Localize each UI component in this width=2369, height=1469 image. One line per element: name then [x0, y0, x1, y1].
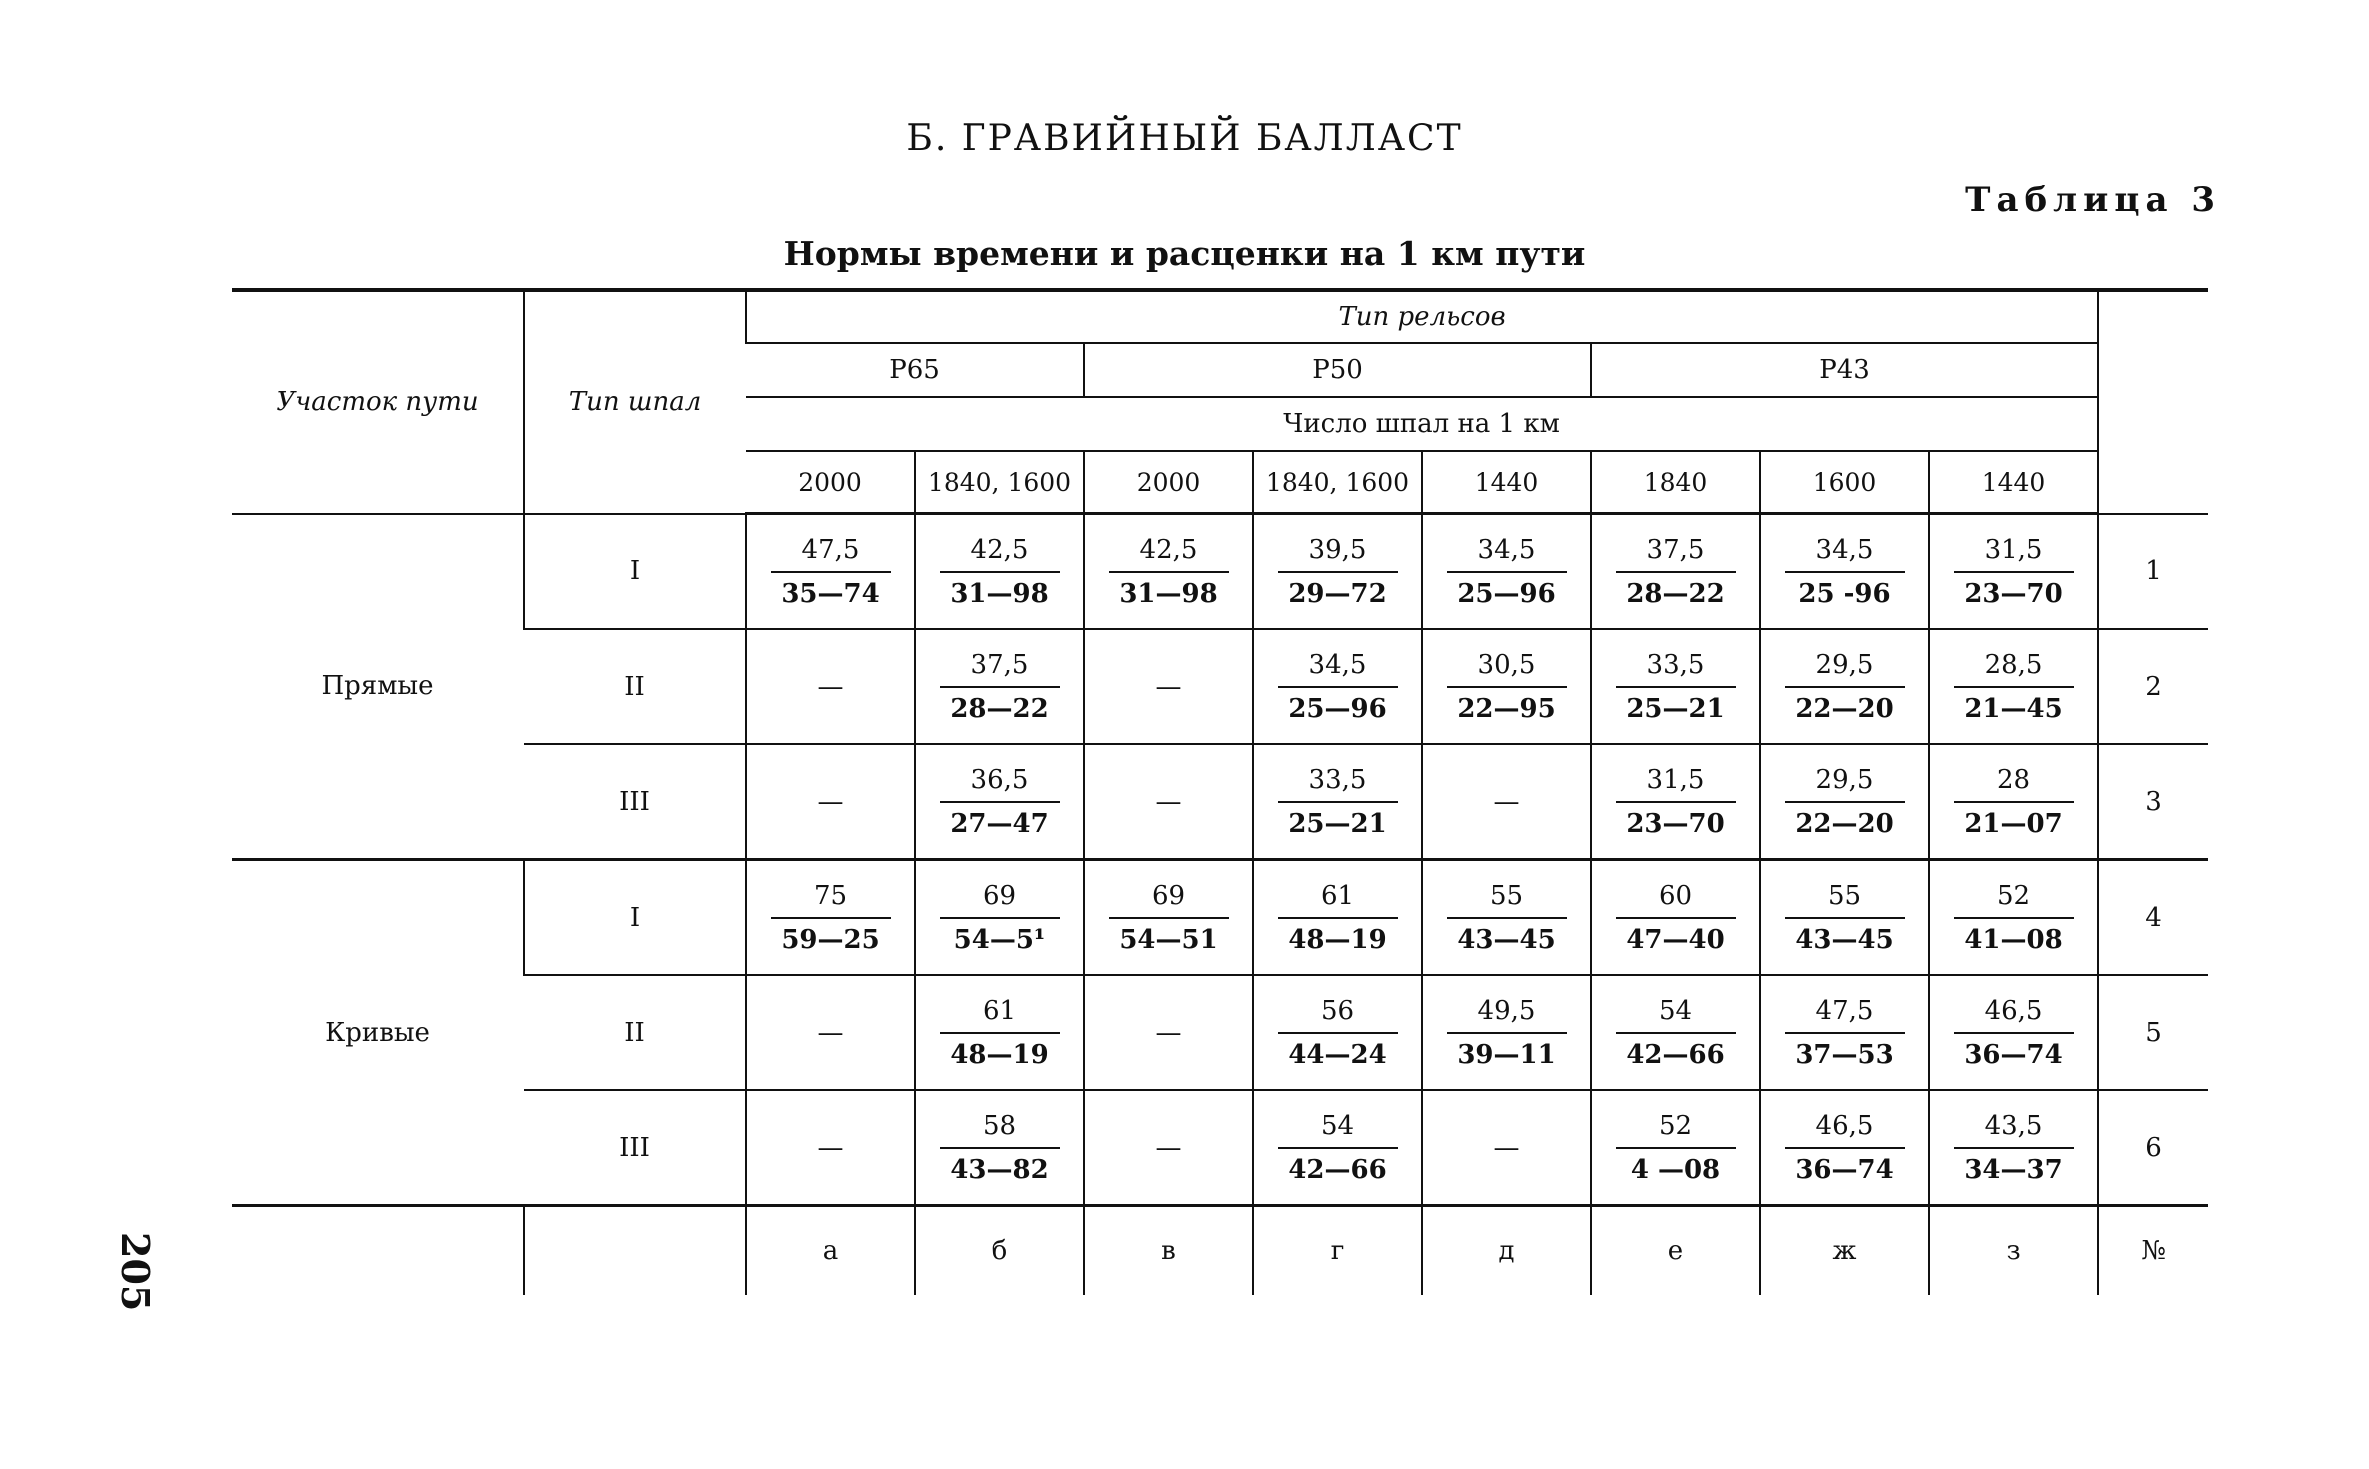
time-norm: 34,5 — [1278, 650, 1398, 688]
rate-cell — [1760, 629, 1929, 744]
fraction — [1954, 535, 2074, 609]
rate-price: 35—74 — [781, 578, 880, 609]
dash-mark: — — [817, 786, 844, 817]
time-norm: 47,5 — [1785, 996, 1905, 1034]
time-norm: 47,5 — [771, 535, 891, 573]
header-count: 2000 — [1084, 451, 1253, 514]
header-rail-r43: Р43 — [1591, 343, 2098, 397]
dash-mark: — — [1155, 1132, 1182, 1163]
rate-price: 43—45 — [1457, 924, 1556, 955]
time-norm: 28,5 — [1954, 650, 2074, 688]
time-norm: 54 — [1616, 996, 1736, 1034]
header-count: 1440 — [1929, 451, 2098, 514]
fraction — [1278, 996, 1398, 1070]
fraction — [1616, 1111, 1736, 1185]
time-norm: 58 — [940, 1111, 1060, 1149]
rate-price: 27—47 — [950, 808, 1049, 839]
time-norm: 69 — [1109, 881, 1229, 919]
rate-price: 36—74 — [1964, 1039, 2063, 1070]
rate-cell — [1422, 860, 1591, 976]
rate-price: 37—53 — [1795, 1039, 1894, 1070]
rate-cell — [1084, 744, 1253, 860]
time-norm: 31,5 — [1616, 765, 1736, 803]
fraction — [1278, 1111, 1398, 1185]
dash-mark: — — [1493, 1132, 1520, 1163]
row-number: 1 — [2098, 514, 2208, 630]
rate-cell — [1929, 1090, 2098, 1206]
time-norm: 43,5 — [1954, 1111, 2074, 1149]
column-letter: а — [746, 1206, 915, 1296]
dash-mark: — — [817, 1132, 844, 1163]
fraction — [1954, 996, 2074, 1070]
rate-cell — [1760, 514, 1929, 630]
rate-cell — [746, 744, 915, 860]
rate-cell — [1253, 744, 1422, 860]
time-norm: 33,5 — [1278, 765, 1398, 803]
rate-price: 29—72 — [1288, 578, 1387, 609]
table-row — [232, 514, 2208, 630]
fraction — [1785, 535, 1905, 609]
header-rail-r65: Р65 — [746, 343, 1084, 397]
rate-price: 42—66 — [1626, 1039, 1725, 1070]
fraction — [1785, 650, 1905, 724]
header-rail-r50: Р50 — [1084, 343, 1591, 397]
fraction — [771, 881, 891, 955]
fraction — [1616, 535, 1736, 609]
time-norm: 29,5 — [1785, 650, 1905, 688]
rate-cell — [915, 744, 1084, 860]
fraction — [940, 996, 1060, 1070]
rate-cell — [1591, 629, 1760, 744]
rate-price: 43—82 — [950, 1154, 1049, 1185]
rate-price: 22—20 — [1795, 808, 1894, 839]
fraction — [1954, 881, 2074, 955]
time-norm: 55 — [1785, 881, 1905, 919]
fraction — [1954, 650, 2074, 724]
fraction — [1278, 881, 1398, 955]
dash-mark: — — [1493, 786, 1520, 817]
fraction — [1785, 1111, 1905, 1185]
column-letter: г — [1253, 1206, 1422, 1296]
rate-cell — [1253, 975, 1422, 1090]
time-norm: 33,5 — [1616, 650, 1736, 688]
fraction — [1278, 650, 1398, 724]
fraction — [940, 535, 1060, 609]
rate-price: 31—98 — [1119, 578, 1218, 609]
time-norm: 31,5 — [1954, 535, 2074, 573]
rate-cell — [1253, 629, 1422, 744]
fraction — [1785, 765, 1905, 839]
rate-cell — [1422, 629, 1591, 744]
rate-price: 25 -96 — [1798, 578, 1891, 609]
rate-price: 47—40 — [1626, 924, 1725, 955]
rate-price: 25—96 — [1457, 578, 1556, 609]
rate-cell — [1084, 629, 1253, 744]
rate-price: 25—21 — [1288, 808, 1387, 839]
rate-price: 39—11 — [1457, 1039, 1556, 1070]
rate-price: 25—96 — [1288, 693, 1387, 724]
header-rail-type: Тип рельсов — [746, 290, 2098, 343]
dash-mark: — — [1155, 786, 1182, 817]
fraction — [1447, 996, 1567, 1070]
fraction — [1447, 535, 1567, 609]
dash-mark: — — [817, 1017, 844, 1048]
table-row — [232, 744, 2208, 860]
row-number: 3 — [2098, 744, 2208, 860]
rate-cell — [1760, 1090, 1929, 1206]
time-norm: 69 — [940, 881, 1060, 919]
fraction — [1954, 1111, 2074, 1185]
rate-cell — [746, 1090, 915, 1206]
rate-cell — [1422, 744, 1591, 860]
dash-mark: — — [1155, 671, 1182, 702]
column-letter: ж — [1760, 1206, 1929, 1296]
header-section: Участок пути — [232, 290, 524, 514]
rate-cell — [915, 629, 1084, 744]
rate-cell — [915, 975, 1084, 1090]
rate-cell — [1084, 860, 1253, 976]
rate-cell — [1929, 514, 2098, 630]
time-norm: 36,5 — [940, 765, 1060, 803]
rate-price: 54—5¹ — [953, 924, 1046, 955]
fraction — [1109, 881, 1229, 955]
rate-price: 23—70 — [1964, 578, 2063, 609]
rate-cell — [1253, 514, 1422, 630]
rate-price: 28—22 — [950, 693, 1049, 724]
column-letter: е — [1591, 1206, 1760, 1296]
rate-cell — [1760, 860, 1929, 976]
rate-cell — [1929, 975, 2098, 1090]
rate-cell — [746, 975, 915, 1090]
table-label: Таблица 3 — [1965, 180, 2221, 220]
time-norm: 60 — [1616, 881, 1736, 919]
row-number: 4 — [2098, 860, 2208, 976]
rate-price: 21—07 — [1964, 808, 2063, 839]
rate-price: 36—74 — [1795, 1154, 1894, 1185]
time-norm: 56 — [1278, 996, 1398, 1034]
row-number: 6 — [2098, 1090, 2208, 1206]
rate-price: 22—20 — [1795, 693, 1894, 724]
rate-cell — [915, 860, 1084, 976]
row-number: 2 — [2098, 629, 2208, 744]
table-row — [232, 860, 2208, 976]
rate-price: 48—19 — [1288, 924, 1387, 955]
rate-cell — [1422, 1090, 1591, 1206]
header-blank — [2098, 290, 2208, 514]
number-sign: № — [2098, 1206, 2208, 1296]
column-letter: в — [1084, 1206, 1253, 1296]
page-number: 205 — [113, 1232, 158, 1312]
header-count: 2000 — [746, 451, 915, 514]
rate-price: 22—95 — [1457, 693, 1556, 724]
time-norm: 30,5 — [1447, 650, 1567, 688]
rate-cell — [1591, 975, 1760, 1090]
rate-cell — [1760, 744, 1929, 860]
time-norm: 49,5 — [1447, 996, 1567, 1034]
time-norm: 52 — [1616, 1111, 1736, 1149]
time-norm: 52 — [1954, 881, 2074, 919]
header-count: 1840, 1600 — [1253, 451, 1422, 514]
time-norm: 37,5 — [940, 650, 1060, 688]
fraction — [1616, 881, 1736, 955]
time-norm: 42,5 — [1109, 535, 1229, 573]
fraction — [771, 535, 891, 609]
column-letter: з — [1929, 1206, 2098, 1296]
rate-price: 44—24 — [1288, 1039, 1387, 1070]
rate-price: 21—45 — [1964, 693, 2063, 724]
time-norm: 34,5 — [1447, 535, 1567, 573]
dash-mark: — — [817, 671, 844, 702]
header-count: 1600 — [1760, 451, 1929, 514]
time-norm: 55 — [1447, 881, 1567, 919]
rate-cell — [1084, 1090, 1253, 1206]
table-row — [232, 1090, 2208, 1206]
rate-cell — [1591, 514, 1760, 630]
header-count: 1440 — [1422, 451, 1591, 514]
time-norm: 34,5 — [1785, 535, 1905, 573]
fraction — [1278, 535, 1398, 609]
rate-price: 59—25 — [781, 924, 880, 955]
fraction — [1616, 765, 1736, 839]
dash-mark: — — [1155, 1017, 1182, 1048]
rate-cell — [1084, 975, 1253, 1090]
rate-cell — [1253, 1090, 1422, 1206]
header-count: 1840, 1600 — [915, 451, 1084, 514]
time-norm: 42,5 — [940, 535, 1060, 573]
row-number: 5 — [2098, 975, 2208, 1090]
norms-table — [232, 288, 2208, 1295]
fraction — [1785, 881, 1905, 955]
section-name: Кривые — [232, 860, 524, 1206]
fraction — [1447, 881, 1567, 955]
rate-cell — [1422, 514, 1591, 630]
fraction — [1785, 996, 1905, 1070]
fraction — [1447, 650, 1567, 724]
rate-price: 34—37 — [1964, 1154, 2063, 1185]
section-title: Б. ГРАВИЙНЫЙ БАЛЛАСТ — [906, 118, 1463, 159]
sleeper-type: II — [524, 975, 746, 1090]
time-norm: 39,5 — [1278, 535, 1398, 573]
rate-cell — [1760, 975, 1929, 1090]
rate-price: 41—08 — [1964, 924, 2063, 955]
column-letter: б — [915, 1206, 1084, 1296]
fraction — [1616, 650, 1736, 724]
rate-price: 25—21 — [1626, 693, 1725, 724]
time-norm: 46,5 — [1954, 996, 2074, 1034]
rate-cell — [746, 514, 915, 630]
sleeper-type: I — [524, 514, 746, 630]
rate-price: 31—98 — [950, 578, 1049, 609]
time-norm: 28 — [1954, 765, 2074, 803]
rate-cell — [1929, 744, 2098, 860]
table-caption: Нормы времени и расценки на 1 км пути — [783, 234, 1586, 273]
sleeper-type: III — [524, 744, 746, 860]
rate-price: 42—66 — [1288, 1154, 1387, 1185]
rate-price: 54—51 — [1119, 924, 1218, 955]
rate-cell — [746, 629, 915, 744]
fraction — [940, 1111, 1060, 1185]
letters-blank-2 — [524, 1206, 746, 1296]
time-norm: 61 — [940, 996, 1060, 1034]
rate-cell — [915, 1090, 1084, 1206]
header-count: 1840 — [1591, 451, 1760, 514]
rate-price: 43—45 — [1795, 924, 1894, 955]
time-norm: 37,5 — [1616, 535, 1736, 573]
rate-cell — [1591, 860, 1760, 976]
time-norm: 46,5 — [1785, 1111, 1905, 1149]
rate-price: 23—70 — [1626, 808, 1725, 839]
table-row — [232, 975, 2208, 1090]
fraction — [1109, 535, 1229, 609]
section-name: Прямые — [232, 514, 524, 860]
rate-cell — [1591, 1090, 1760, 1206]
header-sleepers-per-km: Число шпал на 1 км — [746, 397, 2098, 451]
sleeper-type: III — [524, 1090, 746, 1206]
rate-cell — [915, 514, 1084, 630]
rate-cell — [1084, 514, 1253, 630]
fraction — [940, 881, 1060, 955]
rate-price: 4 —08 — [1630, 1154, 1721, 1185]
fraction — [1616, 996, 1736, 1070]
fraction — [1954, 765, 2074, 839]
rate-price: 28—22 — [1626, 578, 1725, 609]
fraction — [940, 650, 1060, 724]
rate-cell — [1929, 860, 2098, 976]
fraction — [940, 765, 1060, 839]
sleeper-type: I — [524, 860, 746, 976]
letters-blank-1 — [232, 1206, 524, 1296]
fraction — [1278, 765, 1398, 839]
time-norm: 29,5 — [1785, 765, 1905, 803]
rate-price: 48—19 — [950, 1039, 1049, 1070]
table-row — [232, 629, 2208, 744]
time-norm: 54 — [1278, 1111, 1398, 1149]
time-norm: 61 — [1278, 881, 1398, 919]
rate-cell — [1929, 629, 2098, 744]
rate-cell — [1422, 975, 1591, 1090]
sleeper-type: II — [524, 629, 746, 744]
header-sleeper-type: Тип шпал — [524, 290, 746, 514]
rate-cell — [746, 860, 915, 976]
column-letter: д — [1422, 1206, 1591, 1296]
rate-cell — [1591, 744, 1760, 860]
rate-cell — [1253, 860, 1422, 976]
time-norm: 75 — [771, 881, 891, 919]
